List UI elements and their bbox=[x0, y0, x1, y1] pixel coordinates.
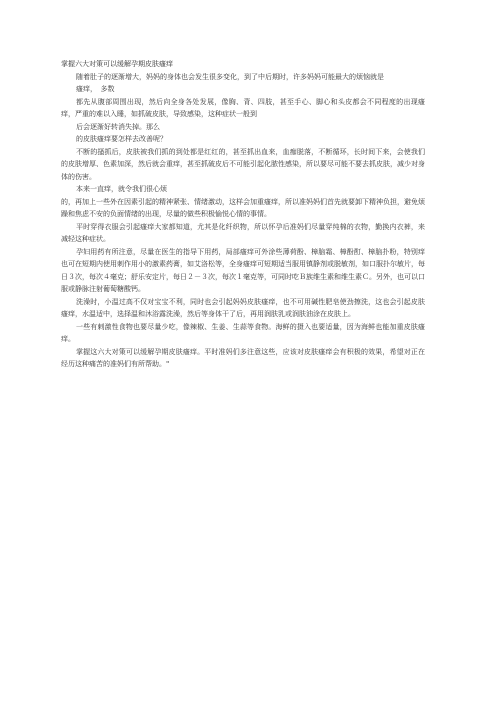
paragraph-scratch: 不断的搔抓后，皮肤被我们抓的到处都是红红的，甚至抓出血来，血痂脱落，不断循环，长时间下来，会使我们的皮肤增厚、色素加深，然后就会重痒，甚至抓破皮后不可能引起化脓性感染，所以要尽可能不要去抓皮肤，减少对身体的伤害。 bbox=[61, 147, 425, 181]
paragraph-stress: 的，再加上一些外在因素引起的精神紧张、情绪激动，这样会加重瘙痒，所以准妈妈们首先就要卸下精神负担，避免烦躁和焦虑不安的负面情绪的出现，尽量的做些积极愉悦心情的事情。 bbox=[61, 197, 425, 218]
paragraph-spread: 都先从腹部周围出现，然后向全身各处发展，像胸、背、四肢，甚至手心、脚心和头皮都会不同程度的出现瘙痒，严重的难以入睡，如抓破皮肤，导致感染，这种症状一般到 bbox=[61, 97, 425, 118]
document-body bbox=[61, 58, 425, 371]
document-title: 掌握六大对策可以缓解孕期皮肤瘙痒 bbox=[61, 60, 173, 68]
paragraph-improve: 后会逐渐好转消失掉。那么 bbox=[76, 122, 160, 131]
paragraph-intro: 随着肚子的逐渐增大，妈妈的身体也会发生很多变化，到了中后期时，许多妈妈可能最大的烦恼就是 bbox=[76, 72, 384, 81]
paragraph-annoy: 本来一直痒，就令我们很心烦 bbox=[76, 185, 167, 193]
paragraph-bathing: 洗澡时，小温过高不仅对宝宝不利，同时也会引起妈妈皮肤瘙痒，也不可用碱性肥皂使劲擦洗，这也会引起皮肤瘙痒，水温适中，选择温和沐浴露洗澡，然后等身体干了后，再用润肤乳或润肤油涂在皮肤上。 bbox=[61, 297, 425, 318]
paragraph-clothing: 平时穿得衣服会引起瘙痒大家都知道，尤其是化纤织物，所以怀孕后准妈们尽量穿纯棉的衣物，勤换内衣裤，来减轻这种症状。 bbox=[61, 222, 425, 243]
paragraph-diet: 一些有刺激性食物也要尽量少吃，像辣椒、生姜、生蒜等食物。海鲜的摄入也要适量，因为海鲜也能加重皮肤瘙痒。 bbox=[61, 322, 425, 343]
paragraph-medication: 孕妇用药有所注意，尽量在医生的指导下用药，局部瘙痒可外涂些薄荷酚、樟脑霜、樟酚酊、樟脑扑粉，特别痒也可在短期内使用刺作用小的激素药膏，如艾洛松等，全身瘙痒可短期适当服用镇静剂或脱敏剂，如口服扑尔敏片，每日３次，每次４毫克；舒乐安定片，每日２－３次，每次１毫克等，可同时吃Ｂ族维生素和维生素Ｃ。另外，也可以口服或静脉注射葡萄糖酸钙。 bbox=[61, 247, 425, 293]
paragraph-itch: 瘙痒， 多数 bbox=[76, 85, 115, 93]
paragraph-question: 的皮肤瘙痒要怎样去改善呢？ bbox=[76, 135, 167, 143]
paragraph-conclusion: 掌握这六大对策可以缓解孕期皮肤瘙痒。平时准妈们多注意这些，应该对皮肤瘙痒会有积极的效果，希望对正在经历这种痛苦的准妈们有所帮助。" bbox=[61, 347, 425, 368]
